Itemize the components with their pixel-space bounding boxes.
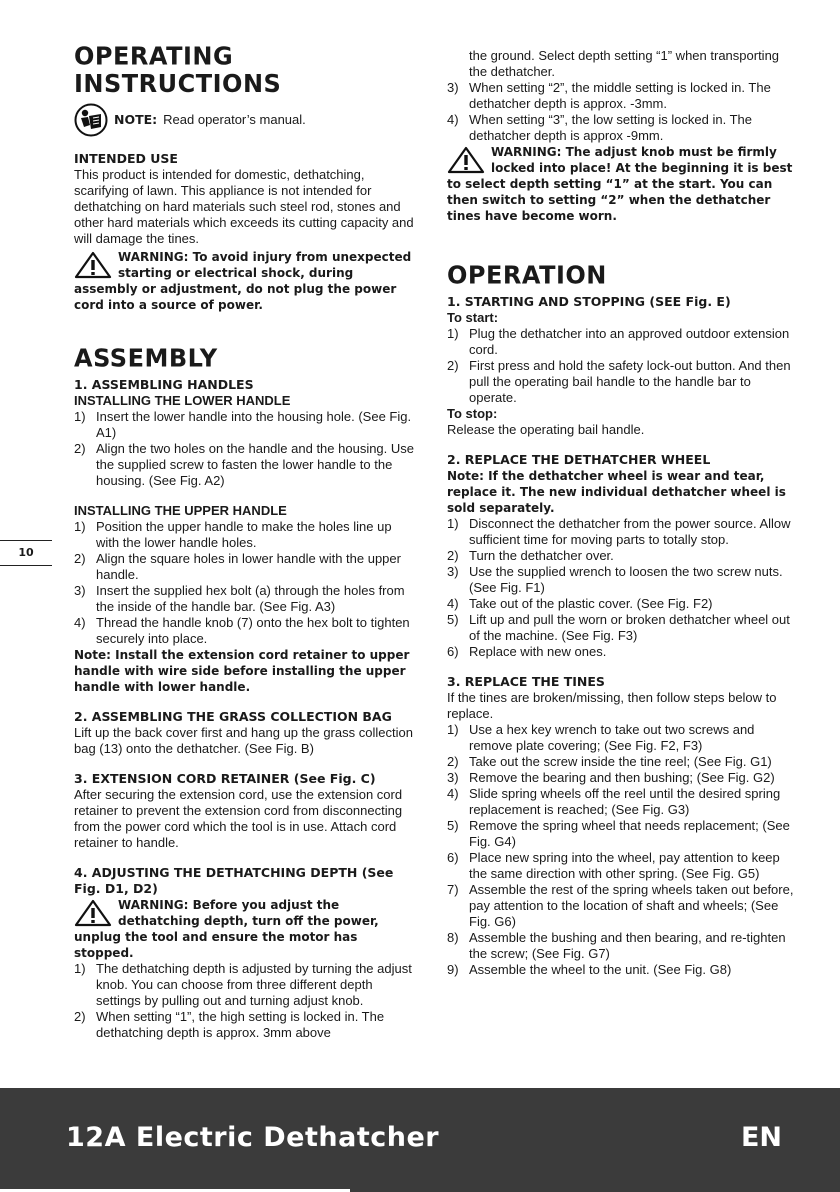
grass-bag-heading: 2. ASSEMBLING THE GRASS COLLECTION BAG [74, 709, 392, 725]
language-code: EN [740, 1122, 782, 1153]
page-number: 10 [18, 546, 34, 559]
list-item: 4) Thread the handle knob (7) onto the hex bolt to tighten securely into place. [74, 615, 410, 647]
warning-icon [74, 899, 112, 927]
lower-handle-heading: INSTALLING THE LOWER HANDLE [74, 393, 291, 409]
warning-icon [447, 146, 485, 174]
intended-use-heading: INTENDED USE [74, 150, 178, 166]
list-item: 9) Assemble the wheel to the unit. (See Fig. G8) [447, 962, 732, 978]
upper-handle-note: Note: Install the extension cord retainer to upper handle with wire side before installing the upper handle with lower handle. [74, 648, 410, 695]
footer-bar [0, 1088, 840, 1192]
start-steps [447, 326, 795, 406]
list-item: 6) Place new spring into the wheel, pay attention to keep the same direction with other spring. (See Fig. G5) [447, 850, 780, 882]
list-item: 3) Insert the supplied hex bolt (a) through the holes from the inside of the handle bar. (See Fig. A3) [74, 583, 405, 615]
depth-continued-text: the ground. Select depth setting “1” when transporting the dethatcher. [469, 48, 780, 79]
note-row [74, 103, 414, 137]
replace-tines-text: If the tines are broken/missing, then follow steps below to replace. [447, 690, 777, 722]
to-stop-label: To stop: [447, 406, 498, 422]
list-item: 2) When setting “1”, the high setting is locked in. The dethatching depth is approx. 3mm above [74, 1009, 385, 1041]
lower-handle-steps [74, 409, 414, 489]
warning-icon [74, 251, 112, 279]
list-item: 1) Use a hex key wrench to take out two screws and remove plate covering; (See Fig. F2, F3) [447, 722, 755, 754]
list-item: 1) Position the upper handle to make the holes line up with the lower handle holes. [74, 519, 392, 551]
warning-knob-text: WARNING: The adjust knob must be firmly locked into place! At the beginning it is best to select depth setting “1” at the start. You can then switch to setting “2” when the dethatcher tines have become worn. [447, 145, 793, 223]
list-item: 3) Use the supplied wrench to loosen the two screw nuts. (See Fig. F1) [447, 564, 783, 596]
replace-wheel-heading: 2. REPLACE THE DETHATCHER WHEEL [447, 452, 711, 468]
list-item: 4) When setting “3”, the low setting is locked in. The dethatcher depth is approx -9mm. [447, 112, 753, 143]
warning-depth-text: WARNING: Before you adjust the dethatching depth, turn off the power, unplug the tool and ensure the motor has stopped. [74, 898, 379, 961]
list-item: 7) Assemble the rest of the spring wheels taken out before, pay attention to the location of shaft and wheels; (See Fig. G6) [447, 882, 794, 930]
list-item: 1) Disconnect the dethatcher from the power source. Allow sufficient time for moving parts to totally stop. [447, 516, 791, 548]
left-column [74, 41, 415, 1041]
list-item: 6) Replace with new ones. [447, 644, 607, 660]
page-number-rule-bottom [0, 565, 52, 566]
list-item: 5) Lift up and pull the worn or broken dethatcher wheel out of the machine. (See Fig. F3) [447, 612, 790, 644]
list-item: 8) Assemble the bushing and then bearing, and re-tighten the screw; (See Fig. G7) [447, 930, 786, 962]
depth-steps-continued [447, 80, 795, 144]
operation-title: OPERATION [447, 260, 607, 290]
list-item: 1) The dethatching depth is adjusted by turning the adjust knob. You can choose from three different depth settings by pulling out and turning adjust knob. [74, 961, 412, 1009]
grass-bag-text: Lift up the back cover first and hang up the grass collection bag (13) onto the dethatcher. (See Fig. B) [74, 725, 413, 757]
list-item: 2) First press and hold the safety lock-out button. And then pull the operating bail handle to the handle bar to operate. [447, 358, 791, 406]
replace-tines-heading: 3. REPLACE THE TINES [447, 674, 605, 690]
assembling-handles-heading: 1. ASSEMBLING HANDLES [74, 377, 254, 393]
replace-tines-steps [447, 722, 795, 978]
cord-retainer-text: After securing the extension cord, use the extension cord retainer to prevent the extension cord from disconnecting from the power cord which the tool is in use. Attach cord retainer to handle. [74, 787, 403, 851]
replace-wheel-steps [447, 516, 795, 660]
upper-handle-heading: INSTALLING THE UPPER HANDLE [74, 503, 287, 519]
list-item: 2) Align the two holes on the handle and the housing. Use the supplied screw to fasten the lower handle to the housing. (See Fig. A2) [74, 441, 415, 489]
starting-stopping-heading: 1. STARTING AND STOPPING (SEE Fig. E) [447, 294, 731, 310]
replace-wheel-note: Note: If the dethatcher wheel is wear and tear, replace it. The new individual dethatcher wheel is sold separately. [447, 469, 786, 516]
page-number-marker [0, 540, 52, 566]
assembly-title: ASSEMBLY [74, 343, 218, 373]
list-item: 2) Take out the screw inside the tine reel; (See Fig. G1) [447, 754, 772, 770]
product-title: 12A Electric Dethatcher [66, 1122, 440, 1153]
intended-use-text: This product is intended for domestic, dethatching, scarifying of lawn. This appliance is not intended for dethatching on hard materials such steel rod, stones and other hard materials which exceeds its cutting capacity and will damage the tines. [74, 166, 414, 246]
list-item: 4) Slide spring wheels off the reel until the desired spring replacement is reached; (See Fig. G3) [447, 786, 781, 818]
note-label: NOTE: [114, 112, 158, 128]
warning-assembly-text: WARNING: To avoid injury from unexpected starting or electrical shock, during assembly or adjustment, do not plug the power cord into a source of power. [74, 249, 412, 312]
upper-handle-steps [74, 519, 414, 647]
depth-steps [74, 961, 414, 1041]
list-item: 2) Turn the dethatcher over. [447, 548, 614, 564]
right-column [447, 48, 795, 978]
to-stop-text: Release the operating bail handle. [447, 422, 645, 438]
depth-heading: 4. ADJUSTING THE DETHATCHING DEPTH (See Fig. D1, D2) [74, 865, 394, 897]
list-item: 1) Insert the lower handle into the housing hole. (See Fig. A1) [74, 409, 412, 441]
list-item: 3) Remove the bearing and then bushing; (See Fig. G2) [447, 770, 775, 786]
cord-retainer-heading: 3. EXTENSION CORD RETAINER (See Fig. C) [74, 771, 376, 787]
list-item: 1) Plug the dethatcher into an approved outdoor extension cord. [447, 326, 790, 358]
to-start-label: To start: [447, 310, 499, 326]
list-item: 5) Remove the spring wheel that needs replacement; (See Fig. G4) [447, 818, 790, 850]
read-manual-icon [74, 103, 108, 137]
list-item: 3) When setting “2”, the middle setting is locked in. The dethatcher depth is approx. -3mm. [447, 80, 771, 111]
note-text: Read operator’s manual. [163, 111, 306, 127]
list-item: 2) Align the square holes in lower handle with the upper handle. [74, 551, 401, 583]
operating-instructions-title: OPERATING INSTRUCTIONS [74, 41, 282, 99]
list-item: 4) Take out of the plastic cover. (See Fig. F2) [447, 596, 713, 612]
